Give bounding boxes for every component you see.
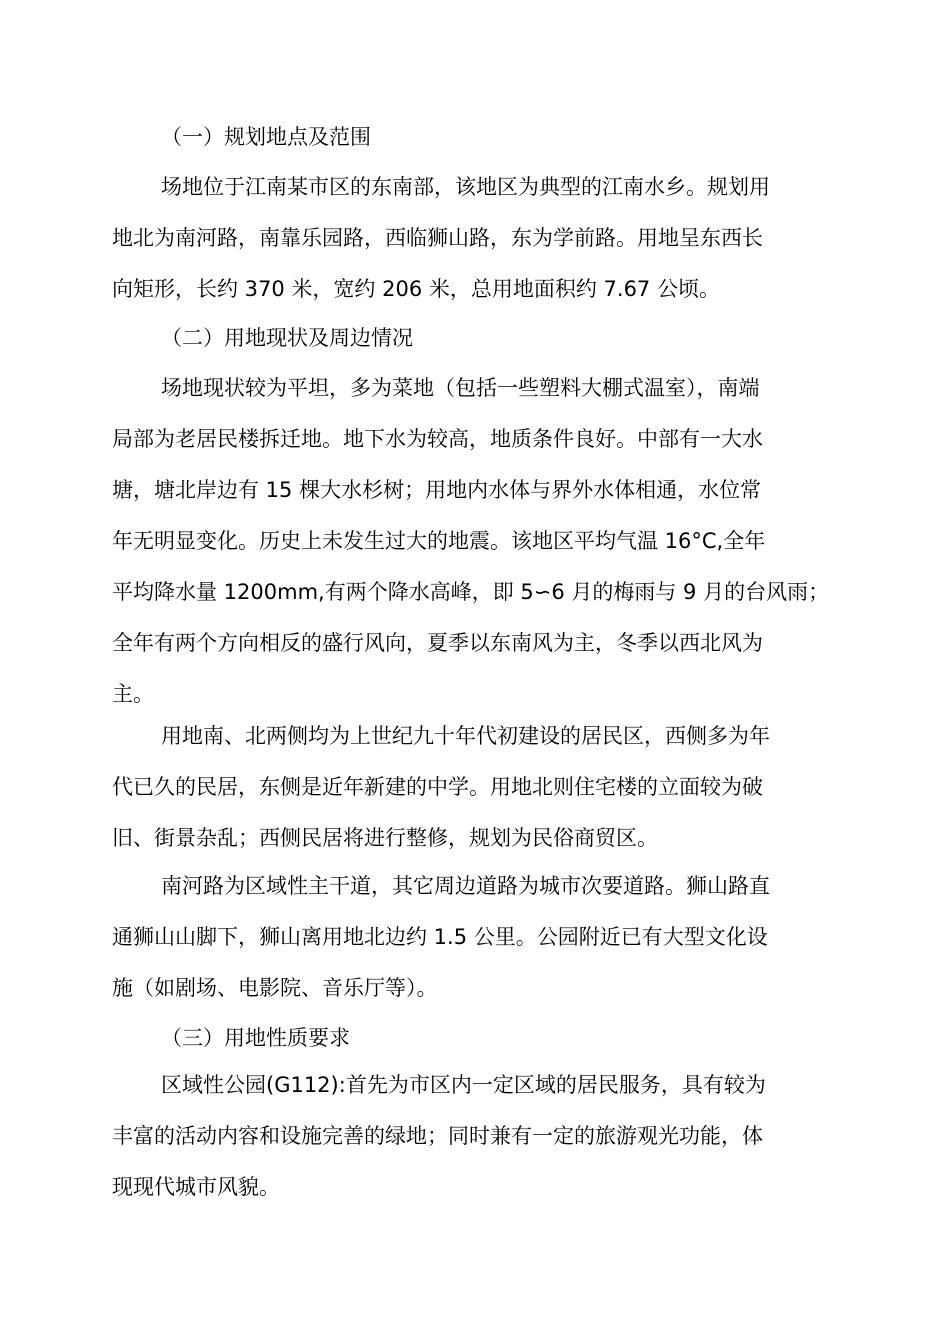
text-line: 施（如剧场、电影院、音乐厅等）。 [112,976,438,1000]
paragraph-site-conditions [112,363,838,720]
text-line: 场地位于江南某市区的东南部，该地区为典型的江南水乡。规划用 [161,175,770,199]
section-heading-2: （二）用地现状及周边情况 [161,326,413,350]
paragraph-surroundings [112,711,838,864]
text-line: 年无明显变化。历史上未发生过大的地震。该地区平均气温 16°C,全年 [112,529,766,553]
paragraph-land-use [112,1060,838,1213]
text-line: 塘，塘北岸边有 15 棵大水杉树；用地内水体与界外水体相通，水位常 [112,478,762,502]
text-line: 丰富的活动内容和设施完善的绿地；同时兼有一定的旅游观光功能，体 [112,1124,763,1148]
text-line: 场地现状较为平坦，多为菜地（包括一些塑料大棚式温室），南端 [161,376,760,400]
text-line: 现现代城市风貌。 [112,1175,280,1199]
text-line: 局部为老居民楼拆迁地。地下水为较高，地质条件良好。中部有一大水 [112,427,763,451]
section-heading-3: （三）用地性质要求 [161,1026,350,1050]
paragraph-site-location [112,162,838,315]
text-line: 向矩形，长约 370 米，宽约 206 米，总用地面积约 7.67 公顷。 [112,277,720,301]
text-line: 地北为南河路，南靠乐园路，西临狮山路，东为学前路。用地呈东西长 [112,226,763,250]
text-line: 旧、街景杂乱；西侧民居将进行整修，规划为民俗商贸区。 [112,826,658,850]
text-line: 南河路为区域性主干道，其它周边道路为城市次要道路。狮山路直 [161,874,770,898]
text-line: 用地南、北两侧均为上世纪九十年代初建设的居民区，西侧多为年 [161,724,770,748]
text-line: 全年有两个方向相反的盛行风向，夏季以东南风为主，冬季以西北风为 [112,631,763,655]
paragraph-roads [112,861,838,1014]
section-heading-1: （一）规划地点及范围 [161,125,371,149]
text-line: 主。 [112,682,154,706]
text-line: 通狮山山脚下，狮山离用地北边约 1.5 公里。公园附近已有大型文化设 [112,925,768,949]
text-line: 区域性公园(G112):首先为市区内一定区域的居民服务，具有较为 [161,1073,766,1097]
text-line: 平均降水量 1200mm,有两个降水高峰，即 5∽6 月的梅雨与 9 月的台风雨； [112,580,830,604]
text-line: 代已久的民居，东侧是近年新建的中学。用地北则住宅楼的立面较为破 [112,775,763,799]
